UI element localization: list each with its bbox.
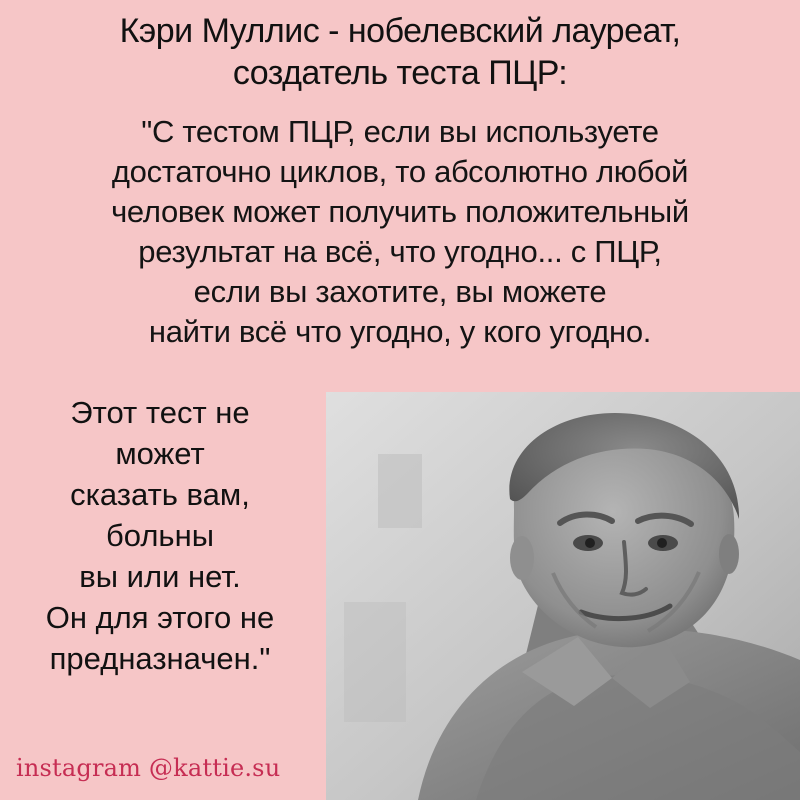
quote-lower-line-7: предназначен." (49, 641, 271, 676)
portrait-photo-icon (326, 392, 800, 800)
quote-upper-block (20, 112, 780, 352)
quote-upper-line-6: найти всё что угодно, у кого угодно. (148, 314, 652, 349)
quote-lower-line-3: сказать вам, (70, 477, 250, 512)
quote-upper-line-4: результат на всё, что угодно... с ПЦР, (138, 234, 662, 269)
instagram-credit: instagram @kattie.su (16, 754, 281, 782)
quote-upper-line-1: "С тестом ПЦР, если вы используете (141, 114, 659, 149)
quote-lower-line-4: больны (106, 518, 214, 553)
quote-upper-line-3: человек может получить положительный (111, 194, 689, 229)
portrait-photo (326, 392, 800, 800)
quote-lower-line-6: Он для этого не (45, 600, 275, 635)
quote-lower-line-2: может (115, 436, 205, 471)
quote-lower-line-1: Этот тест не (70, 395, 250, 430)
headline-line-1: Кэри Муллис - нобелевский лауреат, (119, 12, 681, 50)
quote-lower-line-5: вы или нет. (79, 559, 241, 594)
quote-lower-block (0, 392, 320, 679)
headline (20, 10, 780, 94)
headline-line-2: создатель теста ПЦР: (232, 54, 568, 92)
quote-upper-line-2: достаточно циклов, то абсолютно любой (111, 154, 689, 189)
quote-upper-line-5: если вы захотите, вы можете (193, 274, 607, 309)
